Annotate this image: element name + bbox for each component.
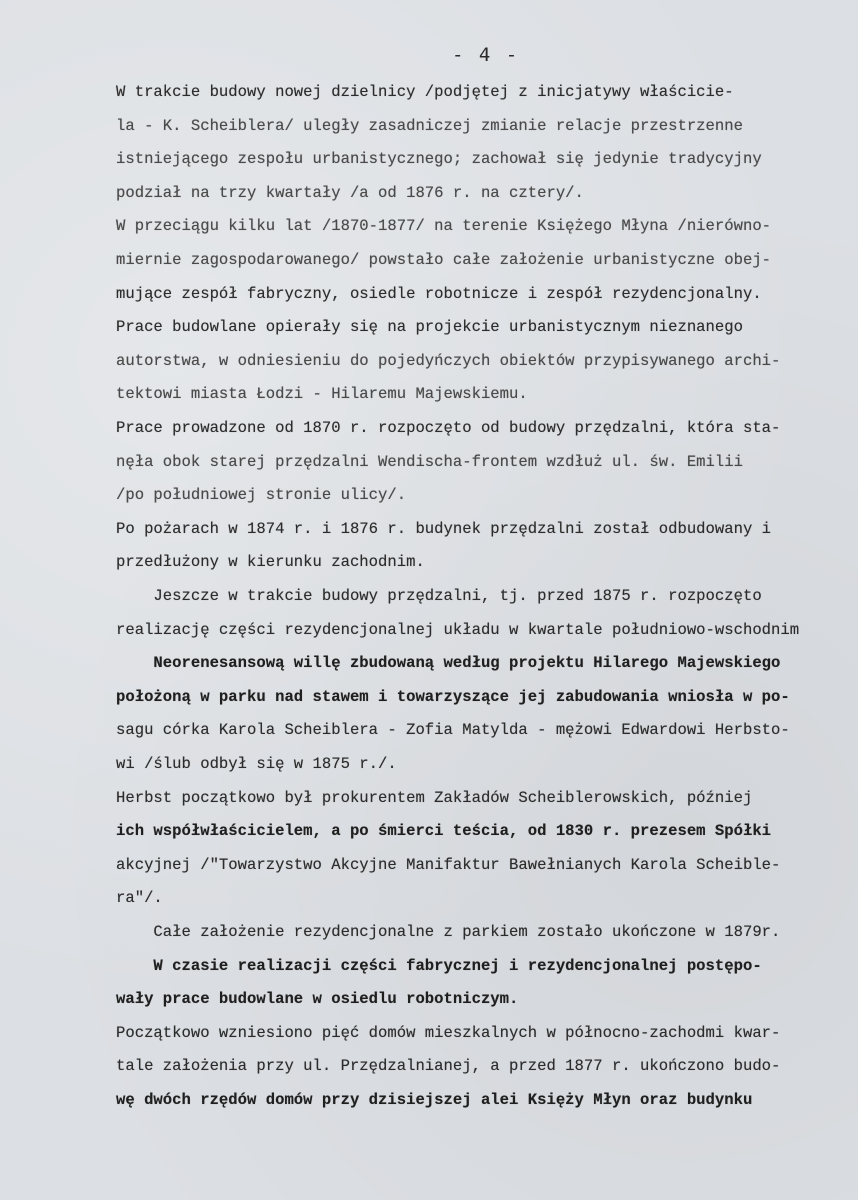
text-line: Po pożarach w 1874 r. i 1876 r. budynek przędzalni został odbudowany i	[116, 519, 772, 538]
text-line: Neorenesansową willę zbudowaną według projektu Hilarego Majewskiego	[116, 654, 781, 673]
text-line: tale założenia przy ul. Przędzalnianej, a przed 1877 r. ukończono budo-	[116, 1057, 781, 1076]
text-line: realizację części rezydencjonalnej układu w kwartale południowo-wschodnim	[116, 620, 800, 639]
text-line: akcyjnej /"Towarzystwo Akcyjne Manifaktur Bawełnianych Karola Scheible-	[116, 855, 781, 874]
text-line: istniejącego zespołu urbanistycznego; zachował się jedynie tradycyjny	[116, 150, 762, 169]
text-line: przedłużony w kierunku zachodnim.	[116, 553, 425, 572]
text-line: Prace prowadzone od 1870 r. rozpoczęto od budowy przędzalni, która sta-	[116, 419, 781, 437]
text-line: położoną w parku nad stawem i towarzyszące jej zabudowania wniosła w po-	[116, 687, 790, 706]
text-line: Początkowo wzniesiono pięć domów mieszkalnych w północno-zachodmi kwar-	[116, 1023, 781, 1042]
text-line: miernie zagospodarowanego/ powstało całe założenie urbanistyczne obej-	[116, 251, 772, 269]
text-line: Całe założenie rezydencjonalne z parkiem zostało ukończone w 1879r.	[116, 923, 781, 941]
text-line: wę dwóch rzędów domów przy dzisiejszej alei Księży Młyn oraz budynku	[116, 1091, 753, 1109]
text-line: Herbst początkowo był prokurentem Zakładów Scheiblerowskich, później	[116, 788, 753, 807]
text-line: wi /ślub odbył się w 1875 r./.	[116, 755, 397, 773]
text-line: Prace budowlane opierały się na projekcie urbanistycznym nieznanego	[116, 318, 743, 337]
text-line: sagu córka Karola Scheiblera - Zofia Matylda - mężowi Edwardowi Herbsto-	[116, 721, 790, 740]
text-line: Jeszcze w trakcie budowy przędzalni, tj. przed 1875 r. rozpoczęto	[116, 587, 762, 605]
text-line: /po południowej stronie ulicy/.	[116, 486, 407, 505]
text-line: ra"/.	[116, 889, 163, 908]
text-line: W czasie realizacji części fabrycznej i rezydencjonalnej postępo-	[116, 956, 762, 975]
text-line: podział na trzy kwartały /a od 1876 r. na cztery/.	[116, 183, 584, 202]
text-line: tektowi miasta Łodzi - Hilaremu Majewskiemu.	[116, 385, 528, 404]
text-line: la - K. Scheiblera/ uległy zasadniczej zmianie relacje przestrzenne	[116, 116, 743, 135]
text-line: ich współwłaścicielem, a po śmierci teścia, od 1830 r. prezesem Spółki	[116, 822, 772, 841]
text-line: nęła obok starej przędzalni Wendischa-frontem wzdłuż ul. św. Emilii	[116, 452, 743, 471]
text-line: W przeciągu kilku lat /1870-1877/ na terenie Księżego Młyna /nierówno-	[116, 217, 772, 236]
page-number: - 4 -	[452, 44, 520, 66]
text-line: autorstwa, w odniesieniu do pojedyńczych obiektów przypisywanego archi-	[116, 351, 781, 370]
text-line: mujące zespół fabryczny, osiedle robotnicze i zespół rezydencjonalny.	[116, 284, 762, 303]
text-line: W trakcie budowy nowej dzielnicy /podjętej z inicjatywy właścicie-	[116, 83, 734, 101]
text-line: wały prace budowlane w osiedlu robotniczym.	[116, 990, 519, 1009]
